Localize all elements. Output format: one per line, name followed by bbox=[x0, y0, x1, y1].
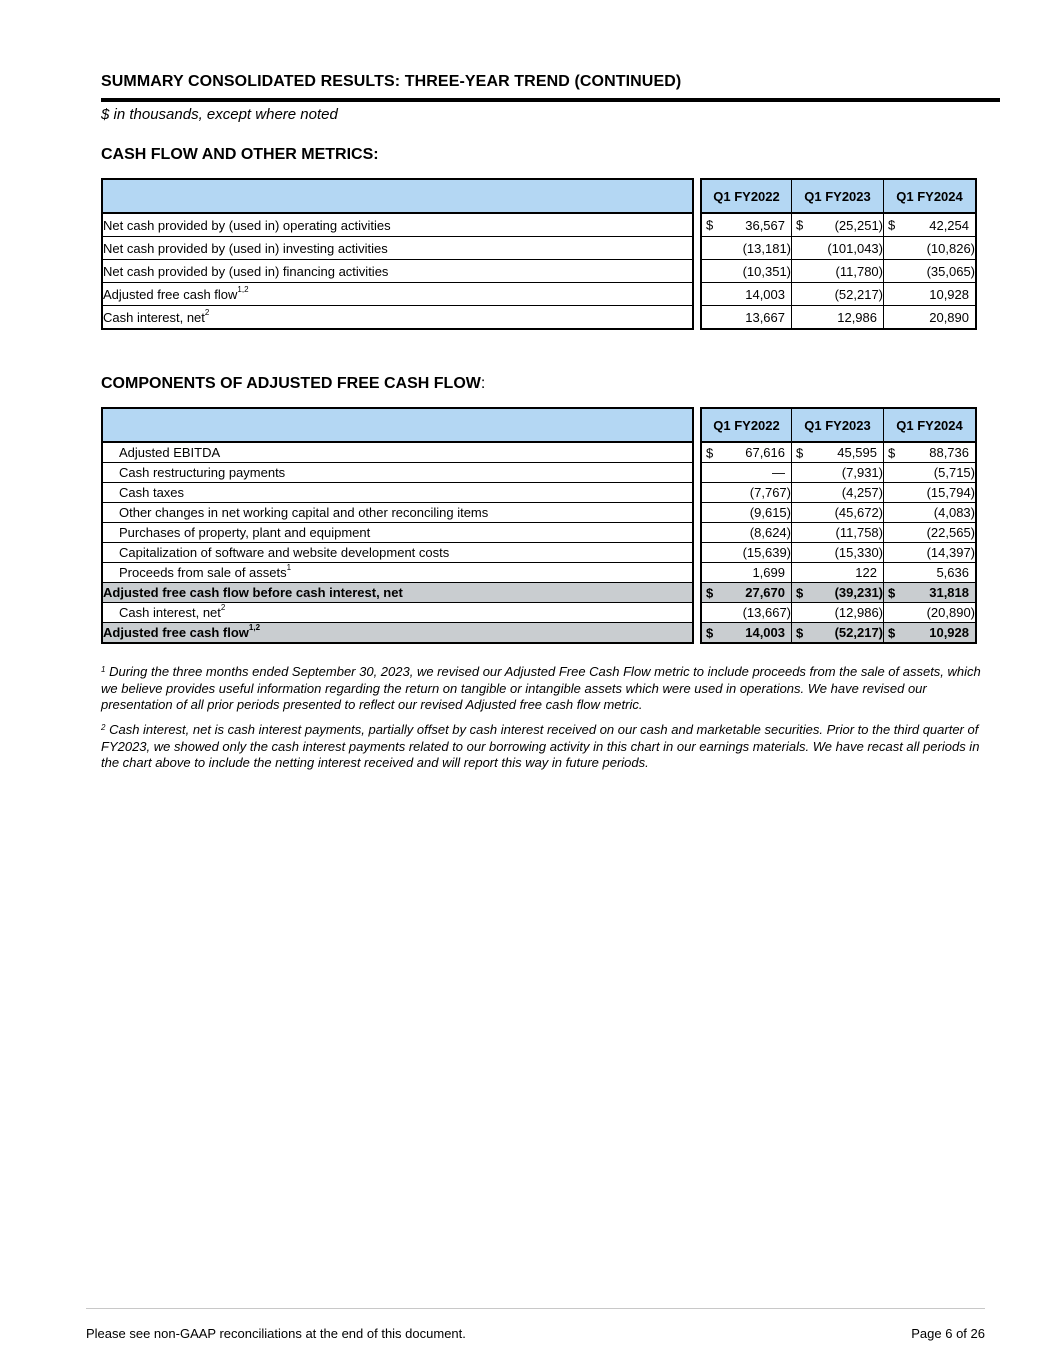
value-cell: (101,043) bbox=[792, 237, 884, 260]
row-label: Net cash provided by (used in) financing activities bbox=[101, 260, 694, 283]
footnote-ref: 1,2 bbox=[237, 284, 249, 294]
value-cell: 13,667 bbox=[700, 306, 792, 330]
value-cell: (11,780) bbox=[792, 260, 884, 283]
value-cell: $ 14,003 bbox=[700, 623, 792, 644]
table-row bbox=[101, 237, 977, 260]
row-label: Capitalization of software and website development costs bbox=[101, 543, 694, 563]
value-cell: (10,826) bbox=[884, 237, 977, 260]
row-label: Adjusted EBITDA bbox=[101, 443, 694, 463]
footnote-ref: 1,2 bbox=[248, 623, 261, 632]
row-label: Cash restructuring payments bbox=[101, 463, 694, 483]
currency-symbol: $ bbox=[888, 445, 896, 460]
value-cell: 122 bbox=[792, 563, 884, 583]
value-cell: (7,931) bbox=[792, 463, 884, 483]
value-cell: (35,065) bbox=[884, 260, 977, 283]
components-section-title: COMPONENTS OF ADJUSTED FREE CASH FLOW: bbox=[101, 375, 486, 392]
value-cell: (10,351) bbox=[700, 260, 792, 283]
cash-flow-rows bbox=[101, 214, 977, 330]
value-cell: 12,986 bbox=[792, 306, 884, 330]
currency-symbol: $ bbox=[706, 625, 714, 640]
value-cell: $ (39,231) bbox=[792, 583, 884, 603]
value-cell: $ 42,254 bbox=[884, 214, 977, 237]
page-subtitle: $ in thousands, except where noted bbox=[101, 106, 338, 123]
row-label: Purchases of property, plant and equipment bbox=[101, 523, 694, 543]
currency-symbol: $ bbox=[796, 625, 804, 640]
value-cell: (15,794) bbox=[884, 483, 977, 503]
value-cell: $ 67,616 bbox=[700, 443, 792, 463]
value-cell: (9,615) bbox=[700, 503, 792, 523]
currency-symbol: $ bbox=[888, 217, 896, 233]
column-header: Q1 FY2022 bbox=[700, 407, 792, 443]
value-cell: — bbox=[700, 463, 792, 483]
currency-symbol: $ bbox=[796, 585, 804, 600]
value-cell: (12,986) bbox=[792, 603, 884, 623]
row-label: Adjusted free cash flow before cash interest, net bbox=[101, 583, 694, 603]
currency-symbol: $ bbox=[888, 585, 896, 600]
value-cell: (22,565) bbox=[884, 523, 977, 543]
value-cell: (11,758) bbox=[792, 523, 884, 543]
value-cell: 20,890 bbox=[884, 306, 977, 330]
value-cell: (13,181) bbox=[700, 237, 792, 260]
table-row bbox=[101, 283, 977, 306]
table-row bbox=[101, 483, 977, 503]
value-cell: (8,624) bbox=[700, 523, 792, 543]
value-cell: $ 45,595 bbox=[792, 443, 884, 463]
row-label: Adjusted free cash flow$^{1,2}$ bbox=[101, 623, 694, 644]
cash-flow-table bbox=[101, 178, 977, 330]
column-header: Q1 FY2024 bbox=[884, 178, 977, 214]
value-cell: $ 10,928 bbox=[884, 623, 977, 644]
table-row bbox=[101, 583, 977, 603]
value-cell: (7,767) bbox=[700, 483, 792, 503]
value-cell: $ (25,251) bbox=[792, 214, 884, 237]
value-cell: 5,636 bbox=[884, 563, 977, 583]
value-cell: $ 31,818 bbox=[884, 583, 977, 603]
page-number: Page 6 of 26 bbox=[911, 1326, 985, 1341]
value-cell: (15,639) bbox=[700, 543, 792, 563]
table-row bbox=[101, 603, 977, 623]
value-cell: 1,699 bbox=[700, 563, 792, 583]
title-rule bbox=[101, 98, 1000, 102]
row-label: Other changes in net working capital and other reconciling items bbox=[101, 503, 694, 523]
currency-symbol: $ bbox=[706, 445, 714, 460]
currency-symbol: $ bbox=[888, 625, 896, 640]
row-label: Adjusted free cash flow$^{1,2}$ bbox=[101, 283, 694, 306]
footnote-ref: 2 bbox=[204, 307, 210, 317]
row-label: Net cash provided by (used in) operating activities bbox=[101, 214, 694, 237]
table-row bbox=[101, 306, 977, 330]
value-cell: $ (52,217) bbox=[792, 623, 884, 644]
table-row bbox=[101, 543, 977, 563]
currency-symbol: $ bbox=[796, 445, 804, 460]
table-row bbox=[101, 563, 977, 583]
table-row bbox=[101, 260, 977, 283]
table-row bbox=[101, 463, 977, 483]
value-cell: $ 88,736 bbox=[884, 443, 977, 463]
value-cell: (14,397) bbox=[884, 543, 977, 563]
value-cell: 14,003 bbox=[700, 283, 792, 306]
currency-symbol: $ bbox=[796, 217, 804, 233]
value-cell: (45,672) bbox=[792, 503, 884, 523]
footer-rule bbox=[86, 1308, 985, 1309]
value-cell: $ 36,567 bbox=[700, 214, 792, 237]
column-header: Q1 FY2023 bbox=[792, 407, 884, 443]
row-label: Cash interest, net$^2$ bbox=[101, 306, 694, 330]
currency-symbol: $ bbox=[706, 217, 714, 233]
footnote-ref: 1 bbox=[286, 563, 292, 572]
footnote-1: $^1$ During the three months ended September 30, 2023, we revised our Adjusted Free Cash Flow metric to include proceeds from the sale of assets, which we believe provides useful information regarding the return on tangible or intangible assets which were used in operations. We have revised our presentation of all prior periods presented to reflect our revised Adjusted free cash flow metric. bbox=[101, 664, 981, 712]
value-cell: (52,217) bbox=[792, 283, 884, 306]
table-row bbox=[101, 623, 977, 644]
column-header: Q1 FY2024 bbox=[884, 407, 977, 443]
table-row bbox=[101, 503, 977, 523]
table-row bbox=[101, 214, 977, 237]
components-rows bbox=[101, 443, 977, 644]
column-header: Q1 FY2022 bbox=[700, 178, 792, 214]
row-label: Net cash provided by (used in) investing activities bbox=[101, 237, 694, 260]
components-table bbox=[101, 407, 977, 644]
table-header-label bbox=[101, 178, 694, 214]
value-cell: $ 27,670 bbox=[700, 583, 792, 603]
cash-flow-section-title: CASH FLOW AND OTHER METRICS: bbox=[101, 146, 379, 163]
currency-symbol: $ bbox=[706, 585, 714, 600]
row-label: Proceeds from sale of assets$^1$ bbox=[101, 563, 694, 583]
value-cell: (4,257) bbox=[792, 483, 884, 503]
footer-note: Please see non-GAAP reconciliations at the end of this document. bbox=[86, 1326, 466, 1341]
table-row bbox=[101, 523, 977, 543]
row-label: Cash interest, net$^2$ bbox=[101, 603, 694, 623]
table-row bbox=[101, 443, 977, 463]
table-header-label bbox=[101, 407, 694, 443]
footnote-2: $^2$ Cash interest, net is cash interest payments, partially offset by cash interest received on our cash and marketable securities. Prior to the third quarter of FY2023, we showed only the cash interest payments related to our borrowing activity in this chart in our earnings materials. We have recast all periods in the chart above to include the netting interest received and will report this way in future periods. bbox=[101, 722, 980, 770]
value-cell: (20,890) bbox=[884, 603, 977, 623]
column-header: Q1 FY2023 bbox=[792, 178, 884, 214]
row-label: Cash taxes bbox=[101, 483, 694, 503]
value-cell: 10,928 bbox=[884, 283, 977, 306]
value-cell: (4,083) bbox=[884, 503, 977, 523]
value-cell: (15,330) bbox=[792, 543, 884, 563]
value-cell: (5,715) bbox=[884, 463, 977, 483]
page-title: SUMMARY CONSOLIDATED RESULTS: THREE-YEAR TREND (CONTINUED) bbox=[101, 73, 682, 90]
value-cell: (13,667) bbox=[700, 603, 792, 623]
footnote-ref: 2 bbox=[220, 603, 226, 612]
